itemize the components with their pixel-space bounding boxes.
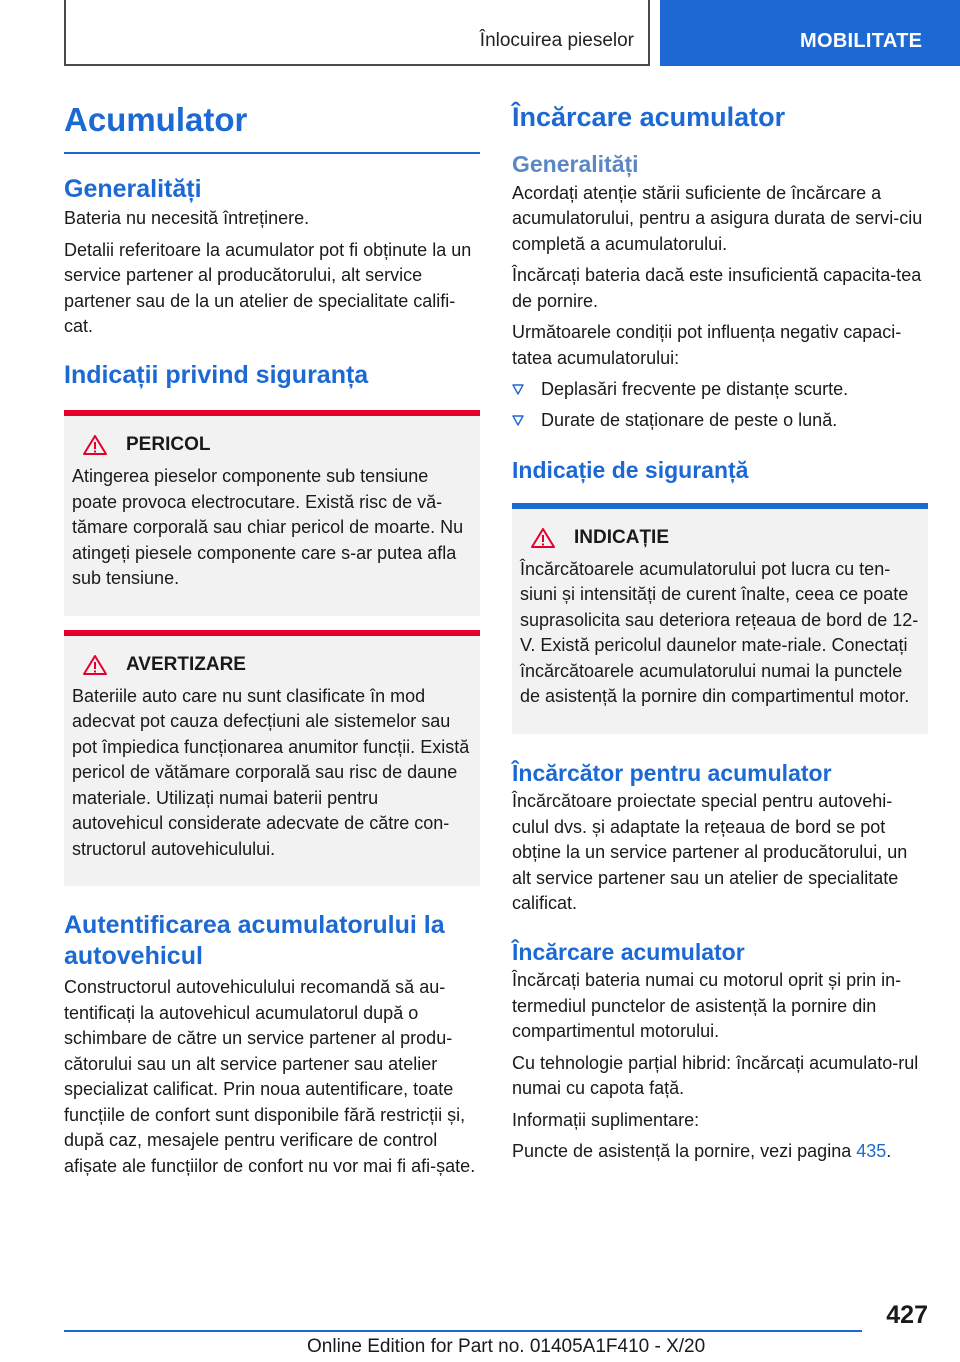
list-item <box>512 408 928 434</box>
general-heading: Generalități <box>64 175 202 204</box>
notice-label: INDICAȚIE <box>574 526 669 548</box>
reference-text: Puncte de asistență la pornire, vezi pagina <box>512 1141 857 1162</box>
page-number: 427 <box>886 1301 928 1329</box>
danger-box <box>64 410 480 616</box>
danger-label: PERICOL <box>126 434 211 456</box>
notice-text: Încărcătoarele acumulatorului pot lucra cu ten-siuni și intensități de curent înalte, ceea ce poate suprasolicita sau deteriora rețeaua de bord de 12-V. Există pericolul daunelor mate-riale. Conectați încărcătoarele acumulatorului numai la punctele de asistență la pornire din compartimentul motor. <box>520 558 919 707</box>
conditions-list <box>512 377 928 433</box>
charging-text-4 <box>512 1139 928 1165</box>
warning-triangle-icon <box>82 434 108 456</box>
charging-safety-heading: Indicație de siguranță <box>512 457 749 484</box>
charger-heading: Încărcător pentru acumulator <box>512 759 832 786</box>
warning-label: AVERTIZARE <box>126 653 246 675</box>
charging-general-heading: Generalități <box>512 151 639 178</box>
list-item-text: Durate de staționare de peste o lună. <box>541 409 838 430</box>
auth-heading: Autentificarea acumulatorului la autovehicul <box>64 911 445 970</box>
left-column <box>64 96 480 1179</box>
list-item-text: Deplasări frecvente pe distanțe scurte. <box>541 379 849 400</box>
charging-general-text-2: Încărcați bateria dacă este insuficientă capacita-tea de pornire. <box>512 265 922 311</box>
notice-header <box>530 527 920 549</box>
header-section-tab <box>64 0 650 66</box>
warning-header <box>82 654 472 676</box>
danger-header <box>82 434 472 456</box>
bullet-triangle-icon <box>512 384 524 396</box>
list-item <box>512 377 928 403</box>
reference-end: . <box>886 1141 892 1162</box>
footer-edition: Online Edition for Part no. 01405A1F410 - X/20 <box>307 1336 706 1357</box>
header-chapter-title: MOBILITATE <box>800 30 923 52</box>
general-text-1: Bateria nu necesită întreținere. <box>64 208 310 229</box>
charger-text: Încărcătoare proiectate special pentru autovehi-culul dvs. și adaptate la rețeaua de bord se pot obține la un service partener al producătorului, un alt service partener sau un atelier de specialitate calificat. <box>512 791 908 914</box>
charging-general-text-1: Acordați atenție stării suficiente de încărcare a acumulatorului, pentru a asigura durata de servi-ciu completă a acumulatorului. <box>512 182 923 254</box>
header-chapter-tab[interactable] <box>660 0 960 66</box>
safety-heading: Indicații privind siguranța <box>64 360 369 389</box>
charging-general-text-3: Următoarele condiții pot influența negativ capaci-tatea acumulatorului: <box>512 322 902 368</box>
charging-text-2: Cu tehnologie parțial hibrid: încărcați acumulato-rul numai cu capota față. <box>512 1052 919 1099</box>
warning-box <box>64 630 480 887</box>
page-link[interactable]: 435 <box>856 1141 887 1162</box>
charging-text-3: Informații suplimentare: <box>512 1109 700 1130</box>
title-divider <box>64 152 480 154</box>
charging-text-1: Încărcați bateria numai cu motorul oprit și prin in-termediul punctelor de asistență la pornire din compartimentul motorului. <box>512 970 902 1042</box>
page-title: Acumulator <box>64 101 248 138</box>
header-section-title: Înlocuirea pieselor <box>479 30 634 51</box>
auth-text: Constructorul autovehiculului recomandă să au-tentificați la autovehicul acumulatorul după o schimbare de către un service partener al produ-cătorului sau un alt service partener sau atelier specializat calificat. Prin noua autentificare, toate funcțiile de confort sunt disponibile fără restricții și, după caz, mesajele pentru verificare de control afișate ale funcțiilor de confort nu vor mai fi afi-șate. <box>64 977 476 1176</box>
general-text-2: Detalii referitoare la acumulator pot fi obținute la un service partener al producătorului, alt service partener sau de la un atelier de specialitate califi-cat. <box>64 239 472 337</box>
footer-divider <box>64 1330 862 1332</box>
warning-text: Bateriile auto care nu sunt clasificate în mod adecvat pot cauza defecțiuni ale sistemelor sau pot împiedica funcționarea anumitor funcții. Există pericol de vătămare corporală sau risc de daune materiale. Utilizați numai baterii pentru autovehicul considerate adecvate de către con-structorul autovehiculului. <box>72 685 470 859</box>
danger-text: Atingerea pieselor componente sub tensiune poate provoca electrocutare. Există risc de vă-tămare corporală sau chiar pericol de moarte. Nu atingeți piesele componente care s-ar putea afla sub tensiune. <box>72 466 464 589</box>
warning-triangle-icon <box>82 654 108 676</box>
charging-procedure-heading: Încărcare acumulator <box>512 938 745 965</box>
charging-title: Încărcare acumulator <box>512 102 786 132</box>
notice-box <box>512 503 928 734</box>
bullet-triangle-icon <box>512 415 524 427</box>
right-column <box>512 96 928 1165</box>
warning-triangle-icon <box>530 527 556 549</box>
